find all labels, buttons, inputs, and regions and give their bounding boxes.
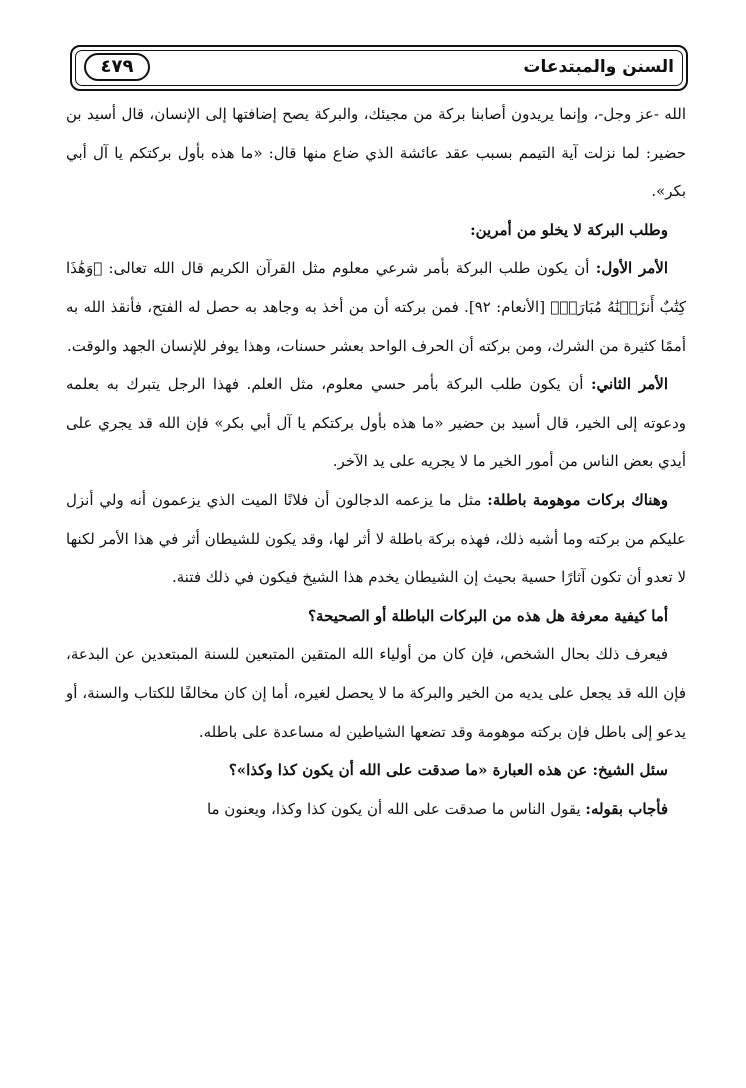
paragraph-lead: الأمر الأول: — [595, 259, 668, 278]
paragraph — [66, 635, 686, 751]
paragraph-text: فيعرف ذلك بحال الشخص، فإن كان من أولياء الله المتقين المتبعين للسنة المبتعدين عن البدعة، فإن الله قد يجعل على يديه من الخير والبركة ما لا يحصل لغيره، أما إن كان مخالفًا للكتاب والسنة، أو يدعو إلى باطل فإن بركته موهومة وقد تضعها الشياطين له مساعدة على باطله. — [66, 645, 686, 741]
page-number: ٤٧٩ — [84, 53, 150, 81]
paragraph-text: يقول الناس ما صدقت على الله أن يكون كذا وكذا، ويعنون ما — [206, 799, 586, 818]
paragraph-heading — [66, 597, 686, 636]
paragraph-lead: الأمر الثاني: — [590, 375, 668, 394]
paragraph-lead: أما كيفية معرفة هل هذه من البركات الباطلة أو الصحيحة؟ — [308, 606, 668, 625]
paragraph-text: مثل ما يزعمه الدجالون أن فلانًا الميت الذي يزعمون أنه ولي أنزل عليكم من بركته وما أشبه ذلك، فهذه بركة باطلة لا أثر لها، وقد يكون للشيطان أثر في هذا الأمر لكنها لا تعدو أن تكون آثارًا حسية بحيث إن الشيطان يخدم هذا الشيخ فيكون في ذلك فتنة. — [66, 490, 686, 587]
paragraph — [66, 365, 686, 481]
paragraph — [66, 95, 686, 211]
paragraph — [66, 481, 686, 597]
paragraph-heading — [66, 211, 686, 250]
paragraph — [66, 790, 686, 829]
paragraph-lead: وطلب البركة لا يخلو من أمرين: — [470, 220, 668, 239]
paragraph-text: أن يكون طلب البركة بأمر شرعي معلوم مثل القرآن الكريم قال الله تعالى: ﴿وَهَٰذَا كِتَٰبٌ أَنزَلۡنَٰهُ مُبَارَكٞ﴾ [الأنعام: ٩٢]. فمن بركته أن من أخذ به وجاهد به حصل له الفتح، فأنقذ الله به أممًا كثيرة من الشرك، ومن بركته أن الحرف الواحد بعشر حسنات، وهذا يوفر للإنسان الجهد والوقت. — [66, 259, 686, 355]
paragraph-text: الله -عز وجل-، وإنما يريدون أصابنا بركة من مجيئك، والبركة يصح إضافتها إلى الإنسان، قال أسيد بن حضير: لما نزلت آية التيمم بسبب عقد عائشة الذي ضاع منها قال: «ما هذه بأول بركتكم يا آل أبي بكر». — [66, 105, 686, 201]
page-body — [66, 95, 686, 828]
paragraph-heading — [66, 751, 686, 790]
paragraph-lead: فأجاب بقوله: — [585, 799, 668, 818]
paragraph-lead: وهناك بركات موهومة باطلة: — [487, 490, 668, 509]
page-header — [70, 45, 688, 91]
paragraph-lead: سئل الشيخ: عن هذه العبارة «ما صدقت على الله أن يكون كذا وكذا»؟ — [228, 761, 668, 780]
paragraph — [66, 249, 686, 365]
paragraph-text: أن يكون طلب البركة بأمر حسي معلوم، مثل العلم. فهذا الرجل يتبرك به بعلمه ودعوته إلى الخير، قال أسيد بن حضير «ما هذه بأول بركتكم يا آل أبي بكر» فإن الله قد يجري على أيدي بعض الناس من أمور الخير ما لا يجريه على يد الآخر. — [66, 375, 686, 471]
book-title: السنن والمبتدعات — [523, 57, 674, 77]
